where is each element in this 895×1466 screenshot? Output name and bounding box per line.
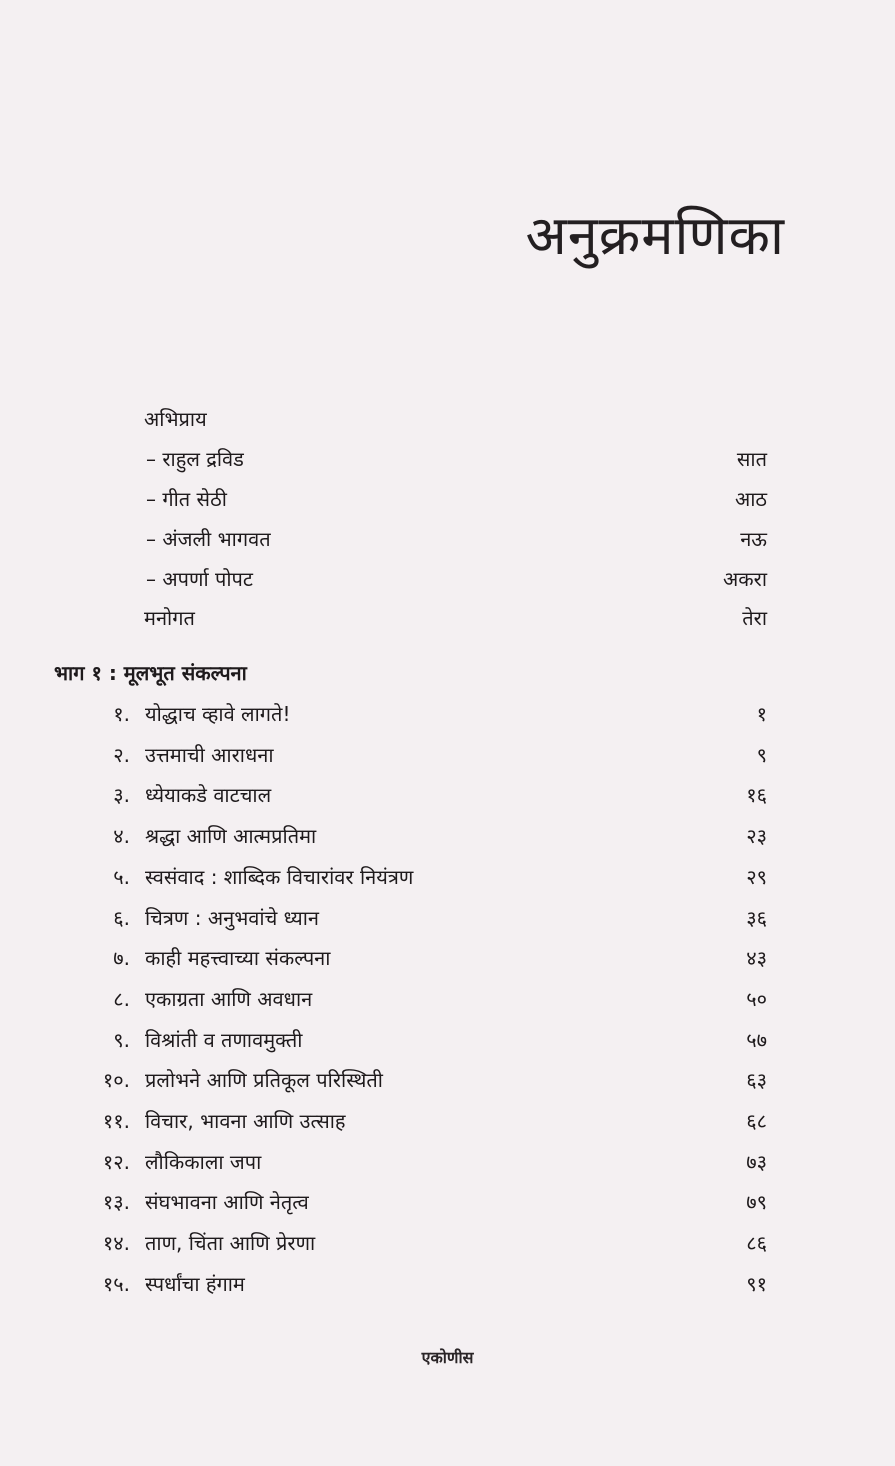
toc-entry-label: विश्रांती व तणावमुक्ती [145,1028,303,1052]
toc-entry-label: – अपर्णा पोपट [146,567,253,591]
toc-entry-label: श्रद्धा आणि आत्मप्रतिमा [145,824,317,848]
toc-chapter-row [0,982,767,1016]
toc-chapter-row [0,778,767,812]
toc-page-number: १६ [746,783,767,807]
toc-page-number: ४३ [746,946,767,970]
toc-chapter-row [0,1063,767,1097]
toc-chapter-row [0,1104,767,1138]
toc-page-number: २३ [746,824,767,848]
chapter-number: १५. [102,1272,130,1296]
toc-entry-label: लौकिकाला जपा [145,1150,262,1174]
toc-front-row [146,562,767,596]
chapter-number: ५. [113,865,130,889]
toc-entry-label: – अंजली भागवत [146,527,271,551]
toc-page-number: २९ [746,865,767,889]
toc-entry-label: काही महत्त्वाच्या संकल्पना [145,946,331,970]
toc-chapter-row [0,1226,767,1260]
toc-page-number: ९ [756,743,767,767]
chapter-number: १२. [102,1150,130,1174]
toc-chapter-row [0,1023,767,1057]
toc-page-number: ३६ [746,906,767,930]
toc-page-number: ५७ [746,1028,767,1052]
toc-entry-label: विचार, भावना आणि उत्साह [145,1109,346,1133]
toc-entry-label: – राहुल द्रविड [146,447,244,471]
chapter-number: १०. [102,1068,130,1092]
toc-chapter-row [0,860,767,894]
toc-page-number: ६८ [746,1109,767,1133]
toc-entry-label: संघभावना आणि नेतृत्व [145,1190,309,1214]
toc-chapter-row [0,901,767,935]
chapter-number: ७. [113,946,130,970]
toc-entry-label: चित्रण : अनुभवांचे ध्यान [145,906,320,930]
toc-page-number: १ [756,702,767,726]
toc-entry-label: – गीत सेठी [146,487,227,511]
chapter-number: ४. [113,824,130,848]
chapter-number: २. [113,743,130,767]
toc-page-number: ७३ [746,1150,767,1174]
toc-chapter-row [0,1185,767,1219]
toc-page-number: आठ [734,487,767,511]
chapter-number: १४. [102,1231,130,1255]
toc-front-row [146,522,767,556]
toc-entry-label: ताण, चिंता आणि प्रेरणा [145,1231,316,1255]
toc-front-row [146,442,767,476]
chapter-number: १३. [102,1190,130,1214]
toc-chapter-row [0,1267,767,1301]
toc-front-row [146,482,767,516]
chapter-number: ११. [102,1109,130,1133]
toc-page-number: सात [736,447,767,471]
toc-page-number: ८६ [746,1231,767,1255]
toc-entry-label: अभिप्राय [144,407,207,431]
toc-entry-label: प्रलोभने आणि प्रतिकूल परिस्थिती [145,1068,383,1092]
toc-chapter-row [0,1145,767,1179]
toc-front-row [144,601,767,635]
page-number-footer: एकोणीस [421,1348,474,1367]
toc-entry-label: उत्तमाची आराधना [145,743,274,767]
toc-entry-label: मनोगत [144,606,195,630]
toc-page-number: ६३ [746,1068,767,1092]
section-heading: भाग १ : मूलभूत संकल्पना [54,661,247,685]
toc-page-number: ९१ [746,1272,767,1296]
toc-chapter-row [0,941,767,975]
toc-page-number: ७९ [746,1190,767,1214]
toc-front-row [144,402,767,436]
toc-page-number: तेरा [742,606,767,630]
toc-chapter-row [0,738,767,772]
toc-entry-label: स्पर्धांचा हंगाम [145,1272,245,1296]
toc-chapter-row [0,697,767,731]
toc-chapter-row [0,819,767,853]
toc-entry-label: योद्धाच व्हावे लागते! [145,702,291,726]
page-title: अनुक्रमणिका [525,204,785,267]
toc-page-number: अकरा [723,567,767,591]
toc-page-number: ५० [746,987,767,1011]
chapter-number: ६. [113,906,130,930]
chapter-number: १. [113,702,130,726]
toc-page-number: नऊ [740,527,767,551]
chapter-number: ८. [113,987,130,1011]
chapter-number: ३. [113,783,130,807]
toc-entry-label: ध्येयाकडे वाटचाल [145,783,272,807]
toc-entry-label: स्वसंवाद : शाब्दिक विचारांवर नियंत्रण [145,865,414,889]
toc-entry-label: एकाग्रता आणि अवधान [145,987,313,1011]
chapter-number: ९. [113,1028,130,1052]
